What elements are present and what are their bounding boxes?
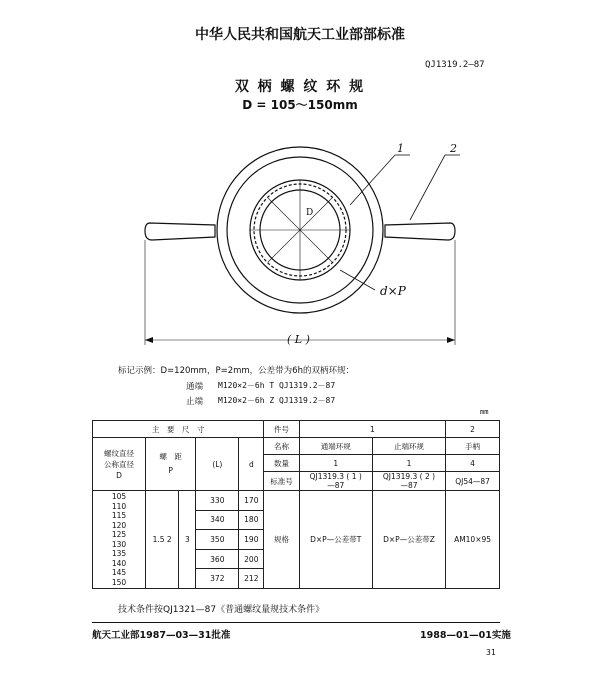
dd-val: 170 <box>239 491 264 511</box>
dd-val: 212 <box>239 569 264 589</box>
part-col-2: 2 <box>446 421 500 438</box>
unit-label: mm <box>480 408 489 416</box>
dim-label-D: D <box>306 208 314 218</box>
name-label: 名称 <box>264 438 299 455</box>
std-go <box>299 472 372 491</box>
part-no-header: 件号 <box>264 421 299 438</box>
right-handle <box>385 223 455 240</box>
p-values: 1.5 2 <box>146 491 179 589</box>
dd-val: 180 <box>239 510 264 530</box>
name-nogo: 止端环规 <box>372 438 445 455</box>
spec-handle: AM10×95 <box>446 491 500 589</box>
d-val: 110 <box>111 501 127 511</box>
d-val: 105 <box>111 492 127 501</box>
d-header: d <box>239 438 264 491</box>
std-label: 标准号 <box>264 472 299 491</box>
d-values <box>93 491 146 589</box>
doc-title: 双 柄 螺 纹 环 规 <box>234 79 366 95</box>
standard-code: QJ1319.2—87 <box>425 60 485 70</box>
left-handle <box>145 223 215 240</box>
thread-dia-text: 螺纹直径 <box>104 448 134 458</box>
tech-conditions: 技术条件按QJ1321—87《普通螺纹量规技术条件》 <box>118 605 325 615</box>
go-end-value: M120×2－6h T QJ1319.2－87 <box>218 381 336 390</box>
std-nogo <box>372 472 445 491</box>
L-val: 350 <box>196 530 239 550</box>
qty-label: 数量 <box>264 455 299 472</box>
qty-handle: 4 <box>446 455 500 472</box>
d-val: 135 <box>111 549 127 558</box>
L-val: 340 <box>196 510 239 530</box>
effective-date: 1988—01—01实施 <box>420 630 511 641</box>
d-val: 140 <box>111 558 127 568</box>
L-val: 330 <box>196 491 239 511</box>
d-val: 115 <box>111 511 127 520</box>
spec-label: 规格 <box>264 491 299 589</box>
spec-table <box>92 420 500 589</box>
dd-val: 190 <box>239 530 264 550</box>
d-val: 125 <box>111 530 127 539</box>
std-go-code: QJ1319.3 ( 1 ) <box>309 472 362 481</box>
name-handle: 手柄 <box>446 438 500 455</box>
nogo-end-label: 止端 <box>186 397 204 407</box>
nogo-end-value: M120×2－6h Z QJ1319.2－87 <box>218 396 336 405</box>
qty-nogo: 1 <box>372 455 445 472</box>
dim-label-L: ( L ) <box>287 333 310 346</box>
d-val: 130 <box>111 539 127 549</box>
std-handle: QJ54—87 <box>446 472 500 491</box>
thread-dia-header <box>93 438 146 491</box>
dd-val: 200 <box>239 549 264 569</box>
d-val: 120 <box>111 520 127 530</box>
d-val: 150 <box>111 577 127 587</box>
gauge-drawing <box>0 120 600 365</box>
pitch-text: 螺 距 <box>159 452 182 461</box>
d-val: 145 <box>111 568 127 577</box>
std-go-year: —87 <box>327 481 345 490</box>
D-text: D <box>116 470 122 480</box>
L-header: (L) <box>196 438 239 491</box>
part-col-1: 1 <box>299 421 446 438</box>
part-label-1: 1 <box>397 142 404 155</box>
footer-rule <box>92 622 500 623</box>
approved-date: 航天工业部1987—03—31批准 <box>92 630 231 641</box>
main-dim-header: 主 要 尺 寸 <box>93 421 264 438</box>
marking-intro: 标记示例：D=120mm，P=2mm，公差带为6h的双柄环规： <box>118 366 354 376</box>
go-end-label: 通端 <box>186 382 204 392</box>
part-label-2: 2 <box>450 142 457 155</box>
qty-go: 1 <box>299 455 372 472</box>
pitch-header <box>146 438 196 491</box>
std-nogo-code: QJ1319.3 ( 2 ) <box>382 472 436 481</box>
page-number: 31 <box>486 648 496 657</box>
spec-nogo: D×P—公差带Z <box>372 491 445 589</box>
p-count: 3 <box>179 491 196 589</box>
nominal-text: 公称直径 <box>104 459 134 469</box>
doc-subtitle: D = 105～150mm <box>242 98 358 112</box>
dim-label-dxp: d×P <box>380 284 406 298</box>
spec-go: D×P—公差带T <box>299 491 372 589</box>
org-title: 中华人民共和国航天工业部部标准 <box>195 27 405 43</box>
L-val: 372 <box>196 569 239 589</box>
P-text: P <box>168 466 173 475</box>
name-go: 通端环规 <box>299 438 372 455</box>
L-val: 360 <box>196 549 239 569</box>
std-nogo-year: —87 <box>400 481 418 490</box>
